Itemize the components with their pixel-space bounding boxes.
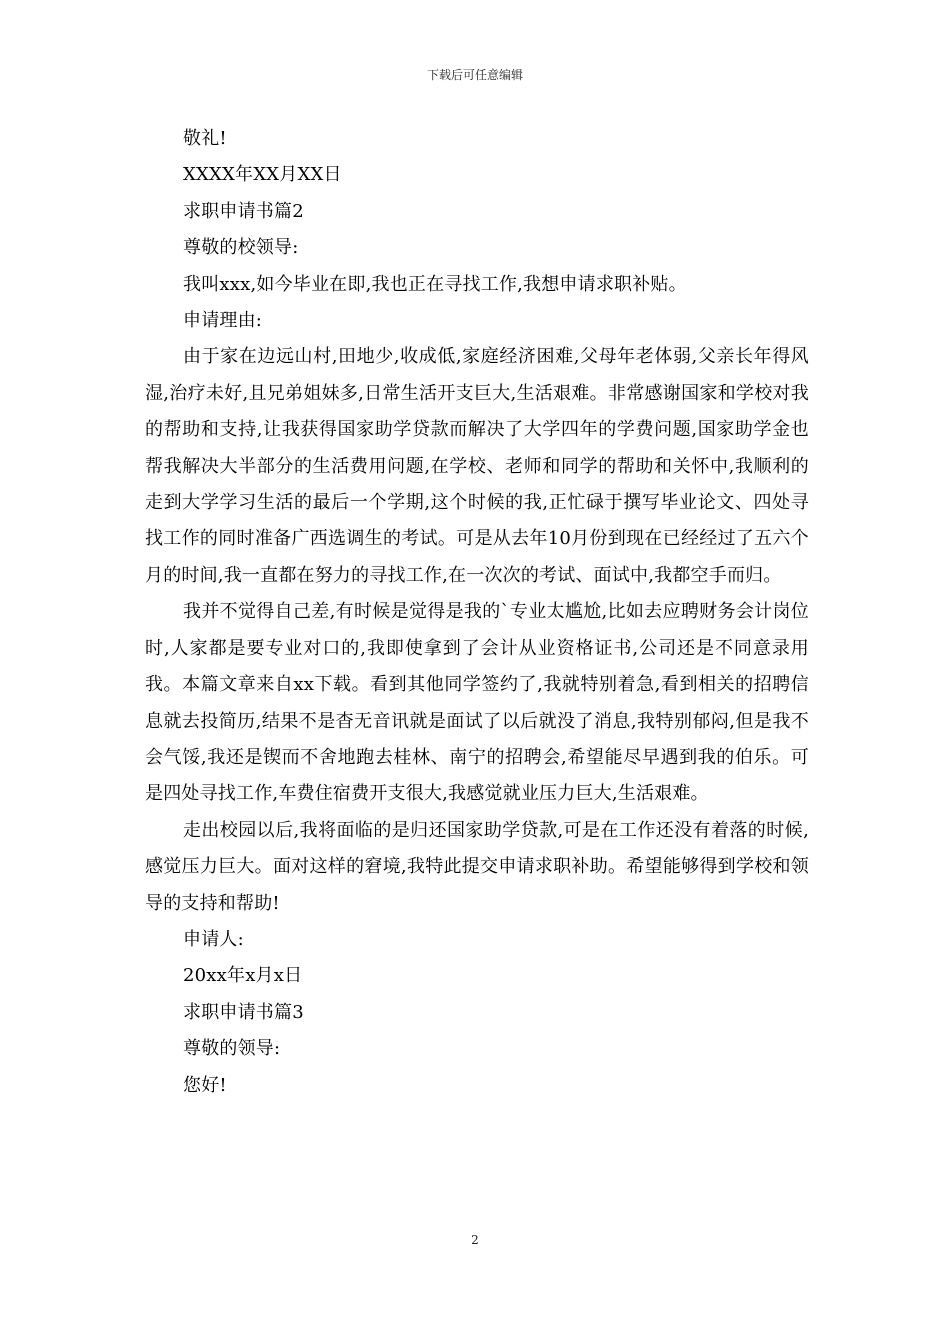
body-paragraph: 走出校园以后,我将面临的是归还国家助学贷款,可是在工作还没有着落的时候,感觉压力巨大。面对这样的窘境,我特此提交申请求职补助。希望能够得到学校和领导的支持和帮助! [145,819,809,914]
page-number: 2 [471,1233,479,1247]
greeting-line: 您好! [183,1074,227,1096]
salutation: 尊敬的校领导: [183,237,299,259]
applicant-line: 申请人: [183,928,244,950]
date-line: 20xx年x月x日 [183,965,303,987]
intro-line: 我叫xxx,如今毕业在即,我也正在寻找工作,我想申请求职补贴。 [183,273,687,295]
section-title: 求职申请书篇2 [183,200,304,222]
reason-label: 申请理由: [183,310,263,332]
section-title: 求职申请书篇3 [183,1001,304,1023]
body-paragraph: 由于家在边远山村,田地少,收成低,家庭经济困难,父母年老体弱,父亲长年得风湿,治疗未好,且兄弟姐妹多,日常生活开支巨大,生活艰难。非常感谢国家和学校对我的帮助和支持,让我获得国家助学贷款而解决了大学四年的学费问题,国家助学金也帮我解决大半部分的生活费用问题,在学校、老师和同学的帮助和关怀中,我顺利的走到大学学习生活的最后一个学期,这个时候的我,正忙碌于撰写毕业论文、四处寻找工作的同时准备广西选调生的考试。可是从去年10月份到现在已经经过了五六个月的时间,我一直都在努力的寻找工作,在一次次的考试、面试中,我都空手而归。 [145,346,809,586]
closing-line: 敬礼! [183,128,227,149]
date-line: XXXX年XX月XX日 [183,164,342,186]
salutation: 尊敬的领导: [183,1038,281,1060]
body-paragraph: 我并不觉得自己差,有时候是觉得是我的`专业太尴尬,比如去应聘财务会计岗位时,人家都是要专业对口的,我即使拿到了会计从业资格证书,公司还是不同意录用我。本篇文章来自xx下载。看到其他同学签约了,我就特别着急,看到相关的招聘信息就去投简历,结果不是杳无音讯就是面试了以后就没了消息,我特别郁闷,但是我不会气馁,我还是锲而不舍地跑去桂林、南宁的招聘会,希望能尽早遇到我的伯乐。可是四处寻找工作,车费住宿费开支很大,我感觉就业压力巨大,生活艰难。 [145,601,809,805]
document-body [145,121,809,1104]
page-header: 下载后可任意编辑 [426,68,523,82]
